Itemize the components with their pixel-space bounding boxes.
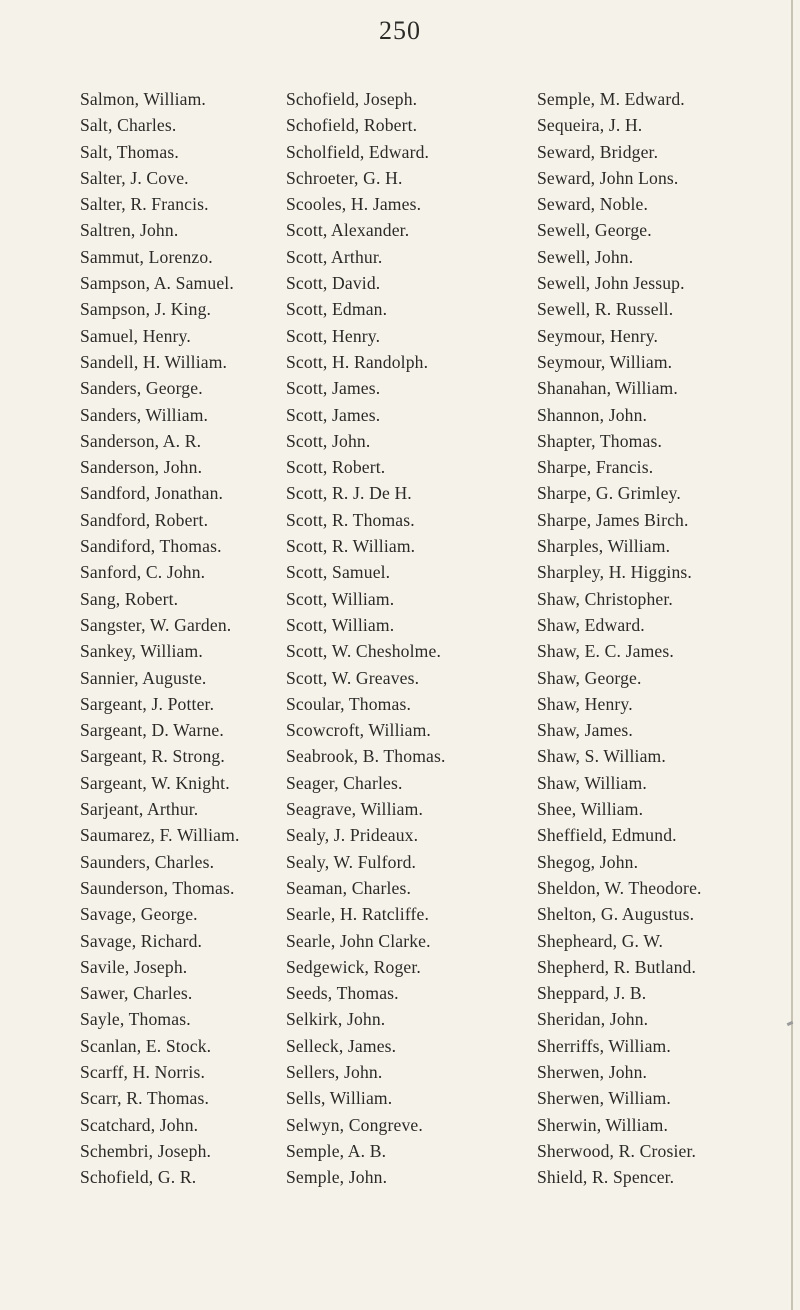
name-entry: Sequeira, J. H. xyxy=(537,115,643,136)
name-entry: Salt, Thomas. xyxy=(80,141,179,162)
name-entry: Sarjeant, Arthur. xyxy=(80,799,199,820)
name-entry: Searle, H. Ratcliffe. xyxy=(286,904,430,925)
name-entry: Scatchard, John. xyxy=(80,1114,199,1135)
name-column-3 xyxy=(537,86,702,1190)
name-entry: Salmon, William. xyxy=(80,89,206,109)
name-entry: Semple, M. Edward. xyxy=(537,89,685,109)
name-entry: Sang, Robert. xyxy=(80,588,179,609)
name-entry: Sargeant, R. Strong. xyxy=(80,746,225,767)
name-entry: Scott, Edman. xyxy=(286,299,388,320)
name-list xyxy=(0,86,800,1286)
name-entry: Savage, George. xyxy=(80,904,198,925)
name-entry: Seabrook, B. Thomas. xyxy=(286,746,446,767)
name-entry: Sargeant, D. Warne. xyxy=(80,720,224,741)
name-entry: Shepheard, G. W. xyxy=(537,930,664,951)
name-entry: Salt, Charles. xyxy=(80,115,177,136)
page-number: 250 xyxy=(379,16,421,45)
name-entry: Sandford, Robert. xyxy=(80,509,209,530)
name-column-2 xyxy=(286,86,446,1190)
name-entry: Saltren, John. xyxy=(80,220,179,241)
name-entry: Seeds, Thomas. xyxy=(286,983,399,1004)
name-entry: Seward, Bridger. xyxy=(537,141,659,162)
name-entry: Scott, William. xyxy=(286,588,395,609)
name-entry: Schofield, G. R. xyxy=(80,1167,197,1188)
name-entry: Shelton, G. Augustus. xyxy=(537,904,695,925)
name-entry: Samuel, Henry. xyxy=(80,325,191,346)
name-entry: Sewell, George. xyxy=(537,220,652,241)
name-entry: Savage, Richard. xyxy=(80,930,203,951)
name-entry: Sanford, C. John. xyxy=(80,562,206,583)
name-entry: Shaw, James. xyxy=(537,720,633,741)
name-entry: Selleck, James. xyxy=(286,1035,397,1056)
name-entry: Sammut, Lorenzo. xyxy=(80,246,213,267)
name-entry: Shannon, John. xyxy=(537,404,648,425)
name-entry: Seymour, William. xyxy=(537,351,673,372)
name-entry: Shanahan, William. xyxy=(537,378,678,399)
name-entry: Sheppard, J. B. xyxy=(537,983,647,1004)
name-entry: Saunderson, Thomas. xyxy=(80,877,235,898)
name-entry: Sherwood, R. Crosier. xyxy=(537,1140,697,1161)
name-entry: Seward, Noble. xyxy=(537,194,649,215)
name-entry: Scooles, H. James. xyxy=(286,194,422,215)
name-column-1 xyxy=(80,86,240,1190)
name-entry: Seaman, Charles. xyxy=(286,877,412,898)
name-entry: Sewell, R. Russell. xyxy=(537,299,674,320)
name-entry: Sharpe, Francis. xyxy=(537,457,654,478)
name-entry: Selwyn, Congreve. xyxy=(286,1114,423,1135)
name-entry: Shaw, George. xyxy=(537,667,642,688)
name-entry: Schembri, Joseph. xyxy=(80,1140,212,1161)
name-entry: Sampson, J. King. xyxy=(80,299,212,320)
page-edge-line xyxy=(791,0,793,1310)
name-entry: Sanders, George. xyxy=(80,378,203,399)
name-entry: Sargeant, J. Potter. xyxy=(80,693,215,714)
name-entry: Sharpley, H. Higgins. xyxy=(537,562,692,583)
name-entry: Scott, James. xyxy=(286,404,381,425)
name-entry: Sherwin, William. xyxy=(537,1114,669,1135)
name-entry: Sannier, Auguste. xyxy=(80,667,207,688)
name-entry: Scott, Arthur. xyxy=(286,246,383,267)
name-entry: Scott, James. xyxy=(286,378,381,399)
name-entry: Shegog, John. xyxy=(537,851,639,872)
name-entry: Sedgewick, Roger. xyxy=(286,956,421,977)
name-entry: Scott, John. xyxy=(286,430,371,451)
name-entry: Scott, Samuel. xyxy=(286,562,391,583)
name-entry: Sharples, William. xyxy=(537,536,671,557)
name-entry: Sherwen, John. xyxy=(537,1061,648,1082)
name-entry: Scoular, Thomas. xyxy=(286,693,411,714)
name-entry: Saumarez, F. William. xyxy=(80,825,240,846)
name-entry: Sanderson, A. R. xyxy=(80,430,202,451)
name-entry: Scott, R. Thomas. xyxy=(286,509,415,530)
name-entry: Semple, A. B. xyxy=(286,1140,387,1161)
name-entry: Scott, William. xyxy=(286,614,395,635)
name-entry: Shee, William. xyxy=(537,799,644,820)
name-entry: Scott, David. xyxy=(286,273,381,294)
name-entry: Scott, H. Randolph. xyxy=(286,351,429,372)
name-entry: Scott, R. J. De H. xyxy=(286,483,412,504)
name-entry: Scott, R. William. xyxy=(286,536,416,557)
name-entry: Seagrave, William. xyxy=(286,799,423,820)
name-entry: Searle, John Clarke. xyxy=(286,930,431,951)
name-entry: Seward, John Lons. xyxy=(537,167,679,188)
name-entry: Sharpe, G. Grimley. xyxy=(537,483,681,504)
name-entry: Scott, Henry. xyxy=(286,325,381,346)
name-entry: Sandiford, Thomas. xyxy=(80,536,222,557)
name-entry: Scott, W. Greaves. xyxy=(286,667,420,688)
name-entry: Scowcroft, William. xyxy=(286,720,431,741)
name-entry: Sewell, John Jessup. xyxy=(537,273,685,294)
name-entry: Sayle, Thomas. xyxy=(80,1009,191,1030)
name-entry: Sealy, W. Fulford. xyxy=(286,851,417,872)
name-entry: Sanders, William. xyxy=(80,404,209,425)
name-entry: Salter, R. Francis. xyxy=(80,194,209,215)
name-entry: Sangster, W. Garden. xyxy=(80,614,232,635)
name-entry: Sanderson, John. xyxy=(80,457,203,478)
name-entry: Sargeant, W. Knight. xyxy=(80,772,230,793)
name-entry: Seymour, Henry. xyxy=(537,325,659,346)
name-entry: Shaw, Henry. xyxy=(537,693,633,714)
name-entry: Shaw, Edward. xyxy=(537,614,645,635)
name-entry: Scarff, H. Norris. xyxy=(80,1061,206,1082)
name-entry: Salter, J. Cove. xyxy=(80,167,189,188)
name-entry: Saunders, Charles. xyxy=(80,851,215,872)
name-entry: Scott, Robert. xyxy=(286,457,386,478)
name-entry: Sheffield, Edmund. xyxy=(537,825,677,846)
name-entry: Sherriffs, William. xyxy=(537,1035,671,1056)
name-entry: Shapter, Thomas. xyxy=(537,430,662,451)
name-entry: Shield, R. Spencer. xyxy=(537,1167,675,1188)
name-entry: Scott, Alexander. xyxy=(286,220,410,241)
name-entry: Scholfield, Edward. xyxy=(286,141,430,162)
name-entry: Scott, W. Chesholme. xyxy=(286,641,441,662)
name-entry: Shaw, E. C. James. xyxy=(537,641,674,662)
name-entry: Sherwen, William. xyxy=(537,1088,671,1109)
name-entry: Sewell, John. xyxy=(537,246,634,267)
name-entry: Savile, Joseph. xyxy=(80,956,188,977)
name-entry: Shaw, S. William. xyxy=(537,746,666,767)
name-entry: Semple, John. xyxy=(286,1167,388,1188)
name-entry: Sheridan, John. xyxy=(537,1009,649,1030)
name-entry: Sandell, H. William. xyxy=(80,351,228,372)
name-entry: Sellers, John. xyxy=(286,1061,383,1082)
name-entry: Scarr, R. Thomas. xyxy=(80,1088,210,1109)
name-entry: Sheldon, W. Theodore. xyxy=(537,877,702,898)
name-entry: Shaw, Christopher. xyxy=(537,588,673,609)
name-entry: Sandford, Jonathan. xyxy=(80,483,224,504)
name-entry: Scanlan, E. Stock. xyxy=(80,1035,212,1056)
name-entry: Seager, Charles. xyxy=(286,772,403,793)
name-entry: Selkirk, John. xyxy=(286,1009,386,1030)
name-entry: Sawer, Charles. xyxy=(80,983,193,1004)
name-entry: Sealy, J. Prideaux. xyxy=(286,825,419,846)
name-entry: Sampson, A. Samuel. xyxy=(80,273,234,294)
name-entry: Schofield, Joseph. xyxy=(286,89,418,109)
name-entry: Sharpe, James Birch. xyxy=(537,509,689,530)
name-entry: Schofield, Robert. xyxy=(286,115,418,136)
name-entry: Shepherd, R. Butland. xyxy=(537,956,697,977)
name-entry: Sankey, William. xyxy=(80,641,203,662)
name-entry: Schroeter, G. H. xyxy=(286,167,403,188)
name-entry: Shaw, William. xyxy=(537,772,647,793)
name-entry: Sells, William. xyxy=(286,1088,393,1109)
